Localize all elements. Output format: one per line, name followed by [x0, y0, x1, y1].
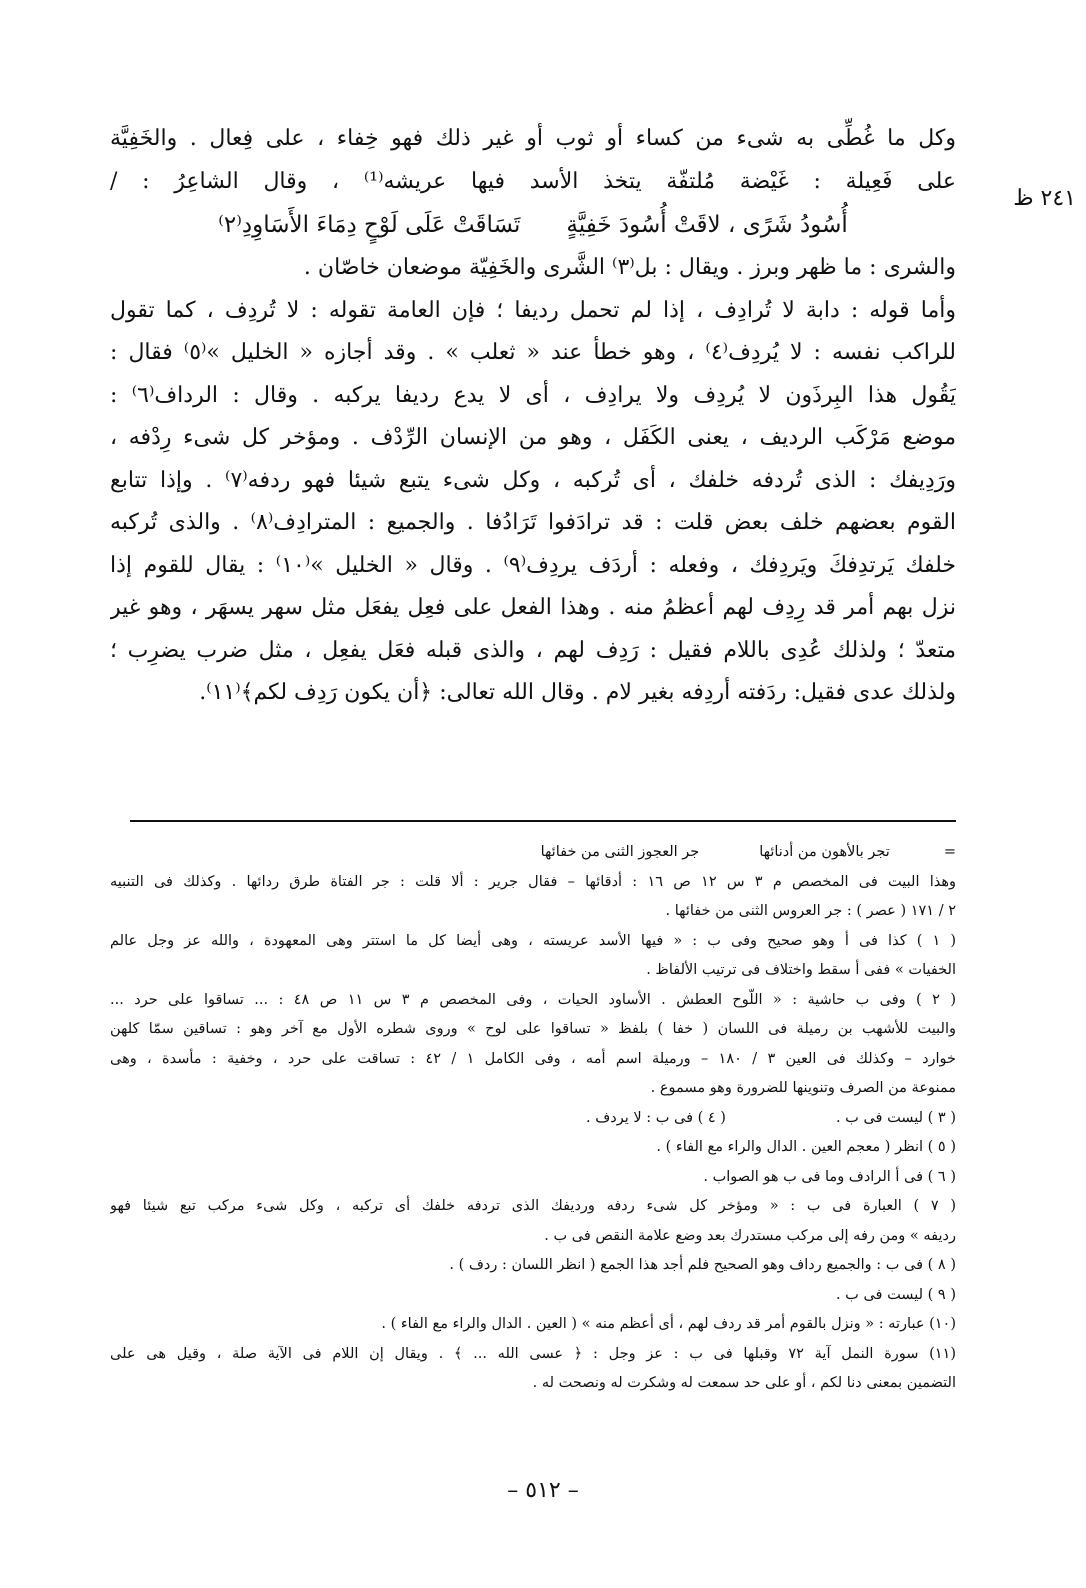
footnote-continued-verse — [110, 838, 956, 868]
main-text-line: يَقُول هذا البِرذَون لا يُردِف ولا يرادِف ، أى لا يدع رديفا يركبه . وقال : الرداف⁽٦⁾ : — [110, 382, 956, 408]
main-text-line: والشرى : ما ظهر وبرز . ويقال : بل⁽٣⁾ الشَّرى والخَفِيّة موضعان خاصّان . — [303, 255, 956, 280]
main-text-line: للراكب نفسه : لا يُردِف⁽٤⁾ ، وهو خطأ عند « ثعلب » . وقد أجازه « الخليل »⁽٥⁾ فقال : — [110, 340, 956, 365]
footnote-9: ( ٩ ) ليست فى ب . — [835, 1286, 956, 1303]
footnote-11: (١١) سورة النمل آية ٧٢ وقبلها فى ب : عز وجل : ﴿ عسى الله ... ﴾ . ويقال إن اللام فى الآية صلة ، وقيل هى على — [110, 1345, 956, 1362]
footnote-1: ( ١ ) كذا فى أ وهو صحيح وفى ب : « فيها الأسد عريسته ، وهى أيضا كل ما استتر وهى المعهودة ، والله عز وجل عالم — [110, 932, 956, 949]
footnote-separator — [130, 820, 956, 822]
footnote-line: وهذا البيت فى المخصص م ٣ س ١٢ ص ١٦ : أدقائها – فقال جرير : ألا قلت : جر الفتاة طرق ردائها . وكذلك فى التنبيه — [110, 873, 956, 890]
poetry-verse — [110, 203, 956, 247]
main-text-line: القوم بعضهم خلف بعض قلت : قد ترادَفوا تَرَادُفا . والجميع : المترادِف⁽٨⁾ . والذى تُركبه — [110, 510, 956, 535]
main-text-line: موضع مَرْكَب الرديف ، يعنى الكَفَل ، وهو من الإنسان الرِّدْف . ومؤخر كل شىء رِدْفه ، — [110, 425, 956, 450]
footnote-3: ( ٣ ) ليست فى ب . — [835, 1109, 956, 1126]
verse-second-hemistich: تَسَاقَتْ عَلَى لَوْحٍ دِمَاءَ الأَسَاوِدِ⁽٢⁾ — [218, 212, 521, 238]
verse-second-hemistich: جر العجوز الثنى من خفائها — [540, 844, 700, 860]
verse-first-hemistich: تجر بالأهون من أدنائها — [759, 844, 890, 860]
footnote-6: ( ٦ ) فى أ الرادف وما فى ب هو الصواب . — [703, 1168, 956, 1185]
main-text-line: وأما قوله : دابة لا تُرادِف ، إذا لم تحمل رديفا ؛ فإن العامة تقوله : لا تُردِف ، كما تقول — [110, 297, 956, 323]
footnote-line: ٢ / ١٧١ ( عصر ) : جر العروس الثنى من خفائها . — [665, 903, 956, 919]
footnote-7-continued: رديفه » ومن رفه إلى مركب مستدرك بعد وضع علامة النقص فى ب . — [544, 1227, 956, 1244]
continuation-marker: = — [943, 844, 956, 860]
page-number: – ٥١٢ – — [507, 1478, 579, 1503]
verse-first-hemistich: أُسُودُ شَرًى ، لاقَتْ أُسُودَ خَفِيَّةٍ — [566, 212, 848, 238]
footnote-10: (١٠) عبارته : « ونزل بالقوم أمر قد ردف لهم ، أى أعظم منه » ( العين . الدال والراء مع الفاء ) . — [381, 1316, 956, 1332]
footnote-4: ( ٤ ) فى ب : لا يردف . — [586, 1109, 726, 1126]
footnote-8: ( ٨ ) فى ب : والجميع رداف وهو الصحيح فلم أجد هذا الجمع ( انظر اللسان : ردف ) . — [449, 1257, 956, 1273]
main-text-line: متعدّ ؛ ولذلك عُدِى باللام فقيل : رَدِف لهم ، والذى قبله فعَل يفعِل ، مثل ضرب يضرِب ؛ — [110, 637, 956, 663]
main-text-line: ورَدِيفك : الذى تُردفه خلفك ، أى تُركبه ، وكل شىء يتبع شيئا فهو ردفه⁽٧⁾ . وإذا تتابع — [110, 467, 956, 493]
main-text-body — [110, 118, 956, 715]
main-text-line: ولذلك عدى فقيل: ردَفته أردِفه بغير لام . وقال الله تعالى: ﴿أن يكون رَدِف لكم﴾⁽١١⁾. — [199, 680, 956, 705]
footnote-7: ( ٧ ) العبارة فى ب : « ومؤخر كل شىء ردفه ورديفك الذى تردفه خلفك أى تركبه ، وكل شىء مركب تبع شيئا فهو — [110, 1198, 956, 1214]
footnote-2-continued: والبيت للأشهب بن رميلة فى اللسان ( خفا ) بلفظ « تساقوا على لوح » وروى شطره الأول مع آخر وهو : تساقين سمّا كلهن — [110, 1021, 956, 1037]
manuscript-folio-reference: ٢٤١ ظ — [1013, 186, 1076, 211]
footnote-2: ( ٢ ) وفى ب حاشية : « اللّوح العطش . الأساود الحيات ، وفى المخصص م ٣ س ١١ ص ٤٨ : ... تساقوا على حرد ... — [110, 991, 956, 1008]
footnote-5: ( ٥ ) انظر ( معجم العين . الدال والراء مع الفاء ) . — [656, 1139, 956, 1155]
footnote-1-continued: الخفيات » ففى أ سقط واختلاف فى ترتيب الألفاظ . — [646, 962, 956, 978]
main-text-line: على فَعِيلة : غَيْضة مُلتفّة يتخذ الأسد فيها عريشه⁽¹⁾ ، وقال الشاعِرُ : / — [110, 168, 956, 194]
footnote-2-continued: ممنوعة من الصرف وتنوينها للضرورة وهو مسموع . — [650, 1080, 956, 1096]
main-text-line: خلفك يَرتدِفكَ ويَردِفك ، وفعله : أردَف يردِف⁽٩⁾ . وقال « الخليل »⁽١٠⁾ : يقال للقوم إذا — [110, 552, 956, 578]
main-text-line: نزل بهم أمر قد رِدِف لهم أعظمُ منه . وهذا الفعل على فعِل يفعَل مثل سهر يسهَر ، وهو غير — [110, 595, 956, 620]
footnote-3-and-4 — [110, 1104, 956, 1134]
footnotes — [110, 838, 956, 1399]
footnote-2-continued: خوارد – وكذلك فى العين ٣ / ١٨٠ – ورميلة اسم أمه ، وفى الكامل ١ / ٤٢ : تساقت على حرد ، وخفية : مأسدة ، وهى — [110, 1050, 956, 1067]
main-text-line: وكل ما غُطِّى به شىء من كساء أو ثوب أو غير ذلك فهو خِفاء ، على فِعال . والخَفِيَّة — [110, 126, 956, 151]
footnote-11-continued: التضمين بمعنى دنا لكم ، أو على حد سمعت له وشكرت له ونصحت له . — [532, 1375, 956, 1391]
